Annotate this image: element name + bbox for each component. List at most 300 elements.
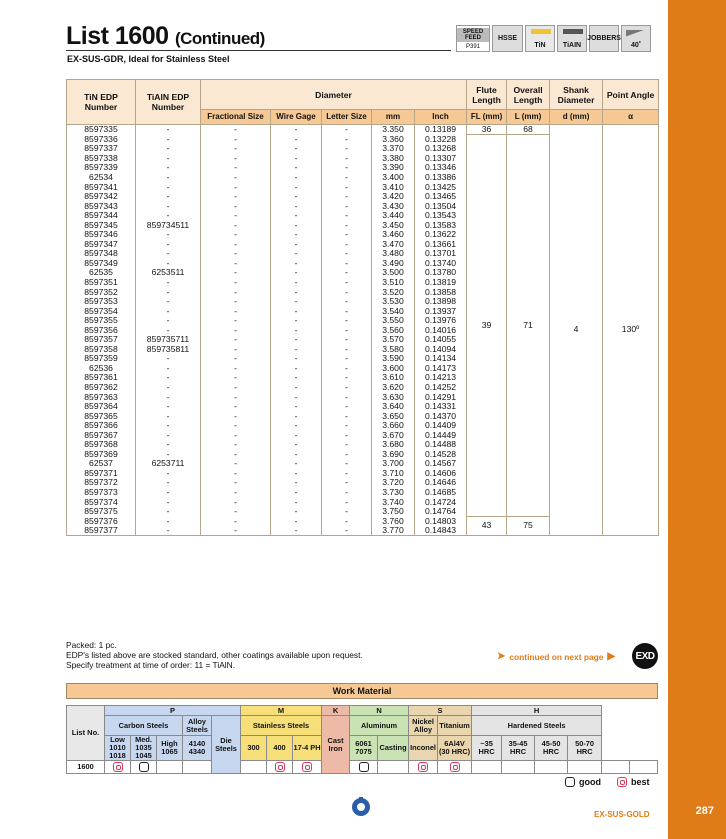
cell-letter: -: [322, 345, 372, 355]
cell-letter: -: [322, 173, 372, 183]
cell-inch: 0.14370: [415, 411, 467, 421]
cell-tiain-edp: -: [136, 278, 201, 288]
cell-mm: 3.760: [372, 516, 415, 526]
cell-tiain-edp: -: [136, 325, 201, 335]
cell-fractional: -: [201, 526, 271, 536]
sub-300: 300: [241, 736, 267, 761]
best-icon: [113, 762, 123, 772]
cell-fractional: -: [201, 192, 271, 202]
cell-wire: -: [271, 268, 322, 278]
group-alloy: Alloy Steels: [183, 716, 212, 736]
cell-mm: 3.430: [372, 201, 415, 211]
cell-letter: -: [322, 421, 372, 431]
cell-tin-edp: 8597337: [67, 144, 136, 154]
sub-high-grade: 1065: [161, 747, 178, 756]
cell-inch: 0.14488: [415, 440, 467, 450]
cell-fractional: -: [201, 516, 271, 526]
cell-wire: -: [271, 240, 322, 250]
cell-letter: -: [322, 450, 372, 460]
cell-inch: 0.13346: [415, 163, 467, 173]
cell-wire: -: [271, 373, 322, 383]
cell-letter: -: [322, 459, 372, 469]
cell-wire: -: [271, 421, 322, 431]
cell-mm: 3.470: [372, 240, 415, 250]
mark-alloy: [183, 761, 212, 774]
cell-tin-edp: 8597368: [67, 440, 136, 450]
cell-mm: 3.520: [372, 287, 415, 297]
cell-letter: -: [322, 230, 372, 240]
group-stainless: Stainless Steels: [241, 716, 322, 736]
cell-wire: -: [271, 488, 322, 498]
exd-logo: EXD: [632, 643, 658, 669]
cell-tin-edp: 8597357: [67, 335, 136, 345]
cell-tiain-edp: -: [136, 440, 201, 450]
cell-tiain-edp: -: [136, 373, 201, 383]
cell-tiain-edp: -: [136, 211, 201, 221]
cell-tin-edp: 8597365: [67, 411, 136, 421]
cell-mm: 3.620: [372, 383, 415, 393]
cell-mm: 3.670: [372, 430, 415, 440]
cell-inch: 0.14724: [415, 497, 467, 507]
cell-letter: -: [322, 373, 372, 383]
cell-tiain-edp: 859735811: [136, 345, 201, 355]
cell-tin-edp: 62536: [67, 364, 136, 374]
cell-tiain-edp: -: [136, 287, 201, 297]
cell-wire: -: [271, 440, 322, 450]
cell-tin-edp: 62535: [67, 268, 136, 278]
cell-wire: -: [271, 354, 322, 364]
cell-letter: -: [322, 325, 372, 335]
cell-inch: 0.13622: [415, 230, 467, 240]
cell-wire: -: [271, 402, 322, 412]
arrow-right-icon: ➤: [497, 651, 506, 662]
osg-logo-icon: [351, 797, 371, 817]
cell-tin-edp: 8597352: [67, 287, 136, 297]
title-main: List 1600: [66, 22, 169, 50]
work-material-title: Work Material: [66, 683, 658, 699]
sub-titanium: 6Al4V (30 HRC): [438, 736, 472, 761]
legend-good-label: good: [579, 777, 601, 787]
cell-letter: -: [322, 383, 372, 393]
cell-overall-length: 71: [507, 135, 550, 517]
legend-best: [617, 777, 650, 787]
cell-mm: 3.740: [372, 497, 415, 507]
cell-tin-edp: 8597353: [67, 297, 136, 307]
cat-p: P: [105, 706, 241, 716]
cell-wire: -: [271, 345, 322, 355]
cell-letter: -: [322, 306, 372, 316]
col-shank-diameter: Shank Diameter: [550, 80, 603, 110]
cell-tiain-edp: 6253711: [136, 459, 201, 469]
cell-fractional: -: [201, 469, 271, 479]
work-material-marks-row: [67, 761, 658, 774]
cell-fractional: -: [201, 497, 271, 507]
cell-fractional: -: [201, 430, 271, 440]
list-no-value: 1600: [67, 761, 105, 774]
cell-letter: -: [322, 154, 372, 164]
col-diameter: Diameter: [201, 80, 467, 110]
mark-cast: [378, 761, 409, 774]
page-subtitle: EX-SUS-GDR, Ideal for Stainless Steel: [67, 54, 230, 64]
cell-fractional: -: [201, 249, 271, 259]
cell-inch: 0.14803: [415, 516, 467, 526]
jobbers-badge: JOBBERS: [589, 25, 619, 52]
cell-inch: 0.13858: [415, 287, 467, 297]
cell-wire: -: [271, 497, 322, 507]
cell-wire: -: [271, 278, 322, 288]
sub-al-casting: Casting: [378, 736, 409, 761]
cell-tin-edp: 8597375: [67, 507, 136, 517]
cell-tiain-edp: -: [136, 163, 201, 173]
cell-fractional: -: [201, 345, 271, 355]
cell-tiain-edp: -: [136, 392, 201, 402]
sub-al-6061: 6061 7075: [350, 736, 378, 761]
cell-letter: -: [322, 392, 372, 402]
cell-flute-length: 36: [467, 125, 507, 135]
col-d-unit: d (mm): [550, 110, 603, 125]
cell-inch: 0.14409: [415, 421, 467, 431]
table-body: [67, 125, 659, 536]
best-icon: [275, 762, 285, 772]
sub-h1: ~35 HRC: [472, 736, 502, 761]
cell-tin-edp: 8597348: [67, 249, 136, 259]
cell-mm: 3.500: [372, 268, 415, 278]
cell-wire: -: [271, 182, 322, 192]
cell-fractional: -: [201, 144, 271, 154]
cell-overall-length: 68: [507, 125, 550, 135]
cell-fractional: -: [201, 268, 271, 278]
cell-wire: -: [271, 364, 322, 374]
cell-fractional: -: [201, 278, 271, 288]
cell-mm: 3.690: [372, 450, 415, 460]
cell-fractional: -: [201, 154, 271, 164]
cell-wire: -: [271, 306, 322, 316]
table-row: [67, 125, 659, 135]
cell-inch: 0.14252: [415, 383, 467, 393]
cell-inch: 0.14567: [415, 459, 467, 469]
tin-badge: TiN: [525, 25, 555, 52]
cell-mm: 3.400: [372, 173, 415, 183]
cell-inch: 0.13937: [415, 306, 467, 316]
cell-wire: -: [271, 249, 322, 259]
cell-mm: 3.680: [372, 440, 415, 450]
cell-tin-edp: 8597374: [67, 497, 136, 507]
cell-mm: 3.580: [372, 345, 415, 355]
cell-tin-edp: 8597354: [67, 306, 136, 316]
cell-tin-edp: 8597358: [67, 345, 136, 355]
cell-mm: 3.440: [372, 211, 415, 221]
cell-wire: -: [271, 430, 322, 440]
cell-tin-edp: 8597346: [67, 230, 136, 240]
mark-s400: [293, 761, 322, 774]
cell-tiain-edp: 859734511: [136, 220, 201, 230]
cell-tin-edp: 8597359: [67, 354, 136, 364]
cell-tiain-edp: -: [136, 297, 201, 307]
cell-fractional: -: [201, 211, 271, 221]
cell-wire: -: [271, 154, 322, 164]
cell-letter: -: [322, 354, 372, 364]
cell-tin-edp: 8597355: [67, 316, 136, 326]
cell-fractional: -: [201, 392, 271, 402]
cell-inch: 0.13504: [415, 201, 467, 211]
cell-letter: -: [322, 135, 372, 145]
cell-tin-edp: 8597345: [67, 220, 136, 230]
cell-fractional: -: [201, 240, 271, 250]
cell-tiain-edp: -: [136, 469, 201, 479]
cell-wire: -: [271, 144, 322, 154]
cell-inch: 0.13583: [415, 220, 467, 230]
cell-mm: 3.380: [372, 154, 415, 164]
cell-inch: 0.14331: [415, 402, 467, 412]
group-hardened: Hardened Steels: [472, 716, 602, 736]
cell-fractional: -: [201, 354, 271, 364]
good-icon: [139, 762, 149, 772]
cell-inch: 0.13307: [415, 154, 467, 164]
cell-tin-edp: 8597343: [67, 201, 136, 211]
cell-tiain-edp: -: [136, 240, 201, 250]
cell-tiain-edp: -: [136, 182, 201, 192]
page-title: [66, 22, 265, 51]
col-flute-length: Flute Length: [467, 80, 507, 110]
group-carbon: Carbon Steels: [105, 716, 183, 736]
group-titanium: Titanium: [438, 716, 472, 736]
cell-tin-edp: 8597338: [67, 154, 136, 164]
sub-low-grade: 1010 1018: [109, 743, 126, 760]
cell-fractional: -: [201, 230, 271, 240]
cell-wire: -: [271, 135, 322, 145]
continued-label: continued on next page: [509, 651, 604, 662]
cell-letter: -: [322, 526, 372, 536]
cell-wire: -: [271, 316, 322, 326]
sub-alloy: 4140 4340: [183, 736, 212, 761]
cell-mm: 3.540: [372, 306, 415, 316]
cell-letter: -: [322, 316, 372, 326]
col-letter: Letter Size: [322, 110, 372, 125]
cell-mm: 3.750: [372, 507, 415, 517]
cell-fractional: -: [201, 440, 271, 450]
cell-tin-edp: 8597376: [67, 516, 136, 526]
cell-tin-edp: 8597373: [67, 488, 136, 498]
cell-inch: 0.14016: [415, 325, 467, 335]
cell-mm: 3.660: [372, 421, 415, 431]
page-number: 287: [695, 805, 714, 817]
cat-n: N: [350, 706, 409, 716]
col-fractional: Fractional Size: [201, 110, 271, 125]
cell-letter: -: [322, 144, 372, 154]
list-no-label: List No.: [67, 706, 105, 761]
cell-fractional: -: [201, 478, 271, 488]
cell-fractional: -: [201, 373, 271, 383]
cell-point-angle: 130º: [603, 125, 659, 536]
cell-wire: -: [271, 450, 322, 460]
cell-letter: -: [322, 259, 372, 269]
sub-med: [131, 736, 157, 761]
cell-tin-edp: 8597344: [67, 211, 136, 221]
cell-tiain-edp: -: [136, 201, 201, 211]
cell-tiain-edp: -: [136, 259, 201, 269]
product-table: [66, 79, 659, 536]
cell-tiain-edp: -: [136, 430, 201, 440]
cell-tiain-edp: -: [136, 364, 201, 374]
cell-letter: -: [322, 278, 372, 288]
cell-tiain-edp: -: [136, 144, 201, 154]
sub-low: [105, 736, 131, 761]
mark-inconel: [472, 761, 502, 774]
cell-tin-edp: 8597364: [67, 402, 136, 412]
cell-inch: 0.14843: [415, 526, 467, 536]
cell-mm: 3.390: [372, 163, 415, 173]
cell-wire: -: [271, 163, 322, 173]
cell-letter: -: [322, 469, 372, 479]
cell-wire: -: [271, 125, 322, 135]
cell-tin-edp: 8597372: [67, 478, 136, 488]
col-mm: mm: [372, 110, 415, 125]
mark-die: [241, 761, 267, 774]
group-nickel: Nickel Alloy: [409, 716, 438, 736]
cell-mm: 3.650: [372, 411, 415, 421]
cell-tin-edp: 8597369: [67, 450, 136, 460]
cell-letter: -: [322, 516, 372, 526]
good-icon: [359, 762, 369, 772]
cell-fractional: -: [201, 364, 271, 374]
sub-h2: 35-45 HRC: [502, 736, 535, 761]
cell-wire: -: [271, 507, 322, 517]
cell-tiain-edp: -: [136, 450, 201, 460]
cell-mm: 3.610: [372, 373, 415, 383]
cell-letter: -: [322, 488, 372, 498]
angle-badge: 40˚: [621, 25, 651, 52]
side-color-bar: [668, 0, 726, 839]
cell-mm: 3.770: [372, 526, 415, 536]
cell-letter: -: [322, 249, 372, 259]
cell-fractional: -: [201, 316, 271, 326]
cell-tiain-edp: -: [136, 383, 201, 393]
cell-mm: 3.720: [372, 478, 415, 488]
col-l-unit: L (mm): [507, 110, 550, 125]
mark-al1: [409, 761, 438, 774]
cell-wire: -: [271, 230, 322, 240]
cell-letter: -: [322, 182, 372, 192]
cell-tin-edp: 8597356: [67, 325, 136, 335]
cell-tiain-edp: -: [136, 488, 201, 498]
note-stock: EDP's listed above are stocked standard, other coatings available upon request.: [66, 650, 363, 660]
cell-tin-edp: 8597347: [67, 240, 136, 250]
mark-h3: [602, 761, 630, 774]
speed-feed-badge: [456, 25, 490, 52]
tiain-badge: TiAIN: [557, 25, 587, 52]
cell-tin-edp: 8597342: [67, 192, 136, 202]
cell-inch: 0.14213: [415, 373, 467, 383]
col-fl-unit: FL (mm): [467, 110, 507, 125]
cell-wire: -: [271, 411, 322, 421]
best-icon: [418, 762, 428, 772]
arrow-right-icon: ▶: [607, 651, 616, 662]
cell-inch: 0.13976: [415, 316, 467, 326]
cat-s: S: [409, 706, 472, 716]
cell-letter: -: [322, 507, 372, 517]
cell-inch: 0.14449: [415, 430, 467, 440]
group-die: Die Steels: [212, 716, 241, 774]
mark-low: [105, 761, 131, 774]
cell-tiain-edp: -: [136, 497, 201, 507]
mark-h2: [568, 761, 602, 774]
cell-wire: -: [271, 459, 322, 469]
cell-tiain-edp: -: [136, 230, 201, 240]
work-material-table: [66, 705, 658, 774]
cell-mm: 3.590: [372, 354, 415, 364]
cell-letter: -: [322, 411, 372, 421]
cell-mm: 3.530: [372, 297, 415, 307]
cell-inch: 0.13819: [415, 278, 467, 288]
cell-tin-edp: 8597371: [67, 469, 136, 479]
continued-link[interactable]: [497, 651, 615, 662]
cell-inch: 0.13386: [415, 173, 467, 183]
cell-tiain-edp: -: [136, 316, 201, 326]
cell-wire: -: [271, 287, 322, 297]
cell-tin-edp: 8597367: [67, 430, 136, 440]
cell-inch: 0.13898: [415, 297, 467, 307]
mark-h1: [535, 761, 568, 774]
sub-17-4ph: 17-4 PH: [293, 736, 322, 761]
title-rule: [66, 50, 451, 51]
cell-mm: 3.350: [372, 125, 415, 135]
cell-inch: 0.13425: [415, 182, 467, 192]
cell-inch: 0.13543: [415, 211, 467, 221]
cell-tin-edp: 62534: [67, 173, 136, 183]
cell-tiain-edp: -: [136, 125, 201, 135]
cell-fractional: -: [201, 135, 271, 145]
cell-letter: -: [322, 192, 372, 202]
legend-good: [565, 777, 601, 787]
cell-tin-edp: 8597341: [67, 182, 136, 192]
cell-tin-edp: 8597351: [67, 278, 136, 288]
cell-fractional: -: [201, 402, 271, 412]
cat-h: H: [472, 706, 602, 716]
cell-fractional: -: [201, 335, 271, 345]
cell-letter: -: [322, 125, 372, 135]
cell-shank-diameter: 4: [550, 125, 603, 536]
group-aluminum: Aluminum: [350, 716, 409, 736]
cell-inch: 0.13780: [415, 268, 467, 278]
cell-mm: 3.450: [372, 220, 415, 230]
hsse-badge: HSSE: [492, 25, 523, 52]
cell-wire: -: [271, 335, 322, 345]
note-packed: Packed: 1 pc.: [66, 640, 117, 650]
col-point-angle: Point Angle: [603, 80, 659, 110]
cell-mm: 3.600: [372, 364, 415, 374]
cat-k: K: [322, 706, 350, 716]
cell-inch: 0.14134: [415, 354, 467, 364]
cell-mm: 3.360: [372, 135, 415, 145]
cell-tin-edp: 8597362: [67, 383, 136, 393]
cell-mm: 3.640: [372, 402, 415, 412]
cell-wire: -: [271, 201, 322, 211]
cell-fractional: -: [201, 459, 271, 469]
cell-letter: -: [322, 163, 372, 173]
cell-mm: 3.420: [372, 192, 415, 202]
best-icon: [450, 762, 460, 772]
sub-low-label: Low: [110, 735, 125, 744]
cell-letter: -: [322, 287, 372, 297]
cell-tin-edp: 8597377: [67, 526, 136, 536]
sub-med-label: Med.: [135, 735, 152, 744]
cell-letter: -: [322, 478, 372, 488]
cell-inch: 0.14685: [415, 488, 467, 498]
mark-ti: [502, 761, 535, 774]
cell-mm: 3.370: [372, 144, 415, 154]
cell-fractional: -: [201, 220, 271, 230]
cell-inch: 0.13661: [415, 240, 467, 250]
